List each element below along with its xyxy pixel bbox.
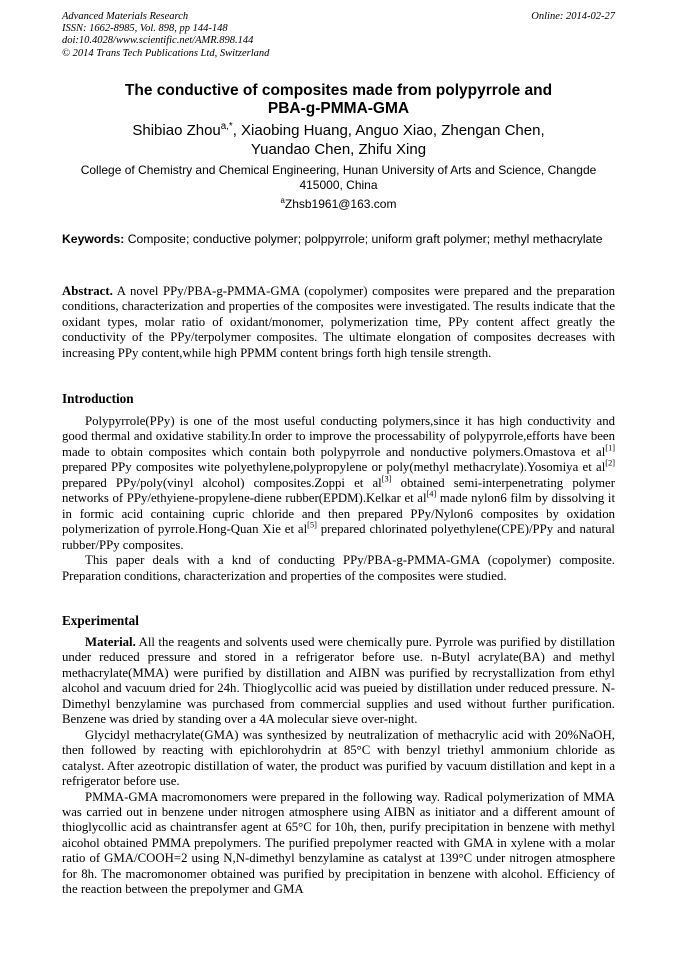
journal-doi: doi:10.4028/www.scientific.net/AMR.898.144 bbox=[62, 35, 254, 47]
material-label: Material. bbox=[85, 635, 136, 649]
author-list bbox=[62, 121, 615, 159]
intro-text-a: Polypyrrole(PPy) is one of the most useful conducting polymers,since it has high conductivity and good thermal and oxidative stability.In order to improve the processability of polypyrrole,efforts have been made to obtain composites which contain both polypyrrole and nonductive polymers.Omastova et al bbox=[62, 414, 615, 459]
journal-name: Advanced Materials Research bbox=[62, 11, 189, 22]
abstract-paragraph bbox=[62, 284, 615, 361]
ref-3: [3] bbox=[381, 474, 392, 484]
affiliation-line-2: 415000, China bbox=[299, 177, 378, 192]
title-line-2: PBA-g-PMMA-GMA bbox=[267, 100, 410, 117]
intro-text-c: prepared PPy/poly(vinyl alcohol) composites.Zoppi et al bbox=[62, 475, 382, 490]
online-date: Online: 2014-02-27 bbox=[531, 11, 615, 22]
keywords-label: Keywords: bbox=[62, 232, 125, 246]
affiliation bbox=[62, 163, 615, 192]
ref-2: [2] bbox=[605, 459, 615, 469]
introduction-body bbox=[62, 414, 615, 584]
ref-5: [5] bbox=[307, 520, 317, 530]
ref-4: [4] bbox=[426, 490, 437, 499]
intro-text-d: obtained semi-interpenetrating polymer networks of PPy/ethyiene-propylene-diene rubber(EPDM).Kelkar et al bbox=[62, 475, 615, 506]
contact-email bbox=[62, 197, 615, 211]
author-line-1-rest: , Xiaobing Huang, Anguo Xiao, Zhengan Chen, bbox=[232, 122, 545, 139]
ref-1: [1] bbox=[605, 443, 615, 453]
title-line-1: The conductive of composites made from polypyrrole and bbox=[124, 82, 553, 99]
introduction-heading: Introduction bbox=[62, 391, 134, 406]
journal-issn: ISSN: 1662-8985, Vol. 898, pp 144-148 bbox=[62, 23, 228, 35]
journal-header bbox=[62, 11, 269, 60]
material-text: All the reagents and solvents used were chemically pure. Pyrrole was purified by distillation under reduced pressure and stored in a refrigerator before use. n-Butyl acrylate(BA) and methyl methacrylate(MMA) were purified by distillation and AIBN was purified by recrystallization from ethyl alcohol and vacuum dried for 24h. Thioglycollic acid was pueied by distillation under reduced pressure. N-Dimethyl benzylamine was purchased from commercial supplies and used without further purification. Benzene was dried by standing over a 4A molecular sieve over-night. bbox=[62, 635, 615, 727]
email-address: Zhsb1961@163.com bbox=[284, 197, 397, 211]
author-line-1 bbox=[62, 121, 615, 140]
keywords bbox=[62, 232, 615, 246]
keywords-text: Composite; conductive polymer; polppyrrole; uniform graft polymer; methyl methacrylate bbox=[124, 232, 603, 246]
experimental-paragraph-1 bbox=[62, 635, 615, 728]
intro-text-e: made nylon6 film by dissolving it in formic acid containing cupric chloride and then prepared PPy/Nylon6 composites by oxidation polymerization of pyrrole.Hong-Quan Xie et al bbox=[62, 491, 616, 537]
author-line-2: Yuandao Chen, Zhifu Xing bbox=[250, 141, 427, 158]
introduction-paragraph-1 bbox=[62, 414, 615, 553]
experimental-body bbox=[62, 635, 615, 898]
experimental-paragraph-2: Glycidyl methacrylate(GMA) was synthesized by neutralization of methacrylic acid with 20%NaOH, then followed by reacting with epichlorohydrin at 85°C with benzyl triethyl ammonium chloride as catalyst. After azeotropic distillation of water, the product was purified by vacuum distillation and kept in a refrigerator before use. bbox=[62, 727, 615, 789]
email-affil-mark: a bbox=[280, 196, 285, 205]
affiliation-line-1: College of Chemistry and Chemical Engineering, Hunan University of Arts and Science, Changde bbox=[80, 163, 597, 177]
abstract bbox=[62, 284, 615, 361]
abstract-text: A novel PPy/PBA-g-PMMA-GMA (copolymer) composites were prepared and the preparation conditions, characterization and properties of the composites were investigated. The results indicate that the oxidant types, molar ratio of oxidant/monomer, polymerization time, PPy content affect greatly the conductivity of the PPy/terpolymer composites. The ultimate elongation of composites decreases with increasing PPy content,while high PPMM content brings forth high tensile strength. bbox=[62, 284, 615, 360]
intro-text-b: prepared PPy composites wite polyethylene,polypropylene or poly(methyl methacrylate).Yosomiya et al bbox=[62, 460, 606, 475]
author-first: Shibiao Zhou bbox=[132, 122, 221, 139]
intro-text-f: prepared chlorinated polyethylene(CPE)/PPy and natural rubber/PPy composites. bbox=[62, 522, 615, 552]
experimental-heading: Experimental bbox=[62, 613, 139, 628]
introduction-paragraph-2: This paper deals with a knd of conducting PPy/PBA-g-PMMA-GMA (copolymer) composite. Preparation conditions, characterization and properties of the composites were studied. bbox=[62, 553, 615, 583]
experimental-paragraph-3: PMMA-GMA macromonomers were prepared in the following way. Radical polymerization of MMA was carried out in benzene under nitrogen atmosphere using AIBN as initiator and a different amount of thioglycollic acid as chaintransfer agent at 65°C for 10h, then, purify precipitation in benzene with methyl aicohol obtained PMMA prepolymers. The purified prepolymer reacted with GMA in xylene with a molar ratio of GMA/COOH=2 using N,N-dimethyl benzylamine as catalyst at 139°C under nitrogen atmosphere for 8h. The macromonomer obtained was purified by precipitation in benzene with alcohol. Efficiency of the reaction between the prepolymer and GMA bbox=[62, 789, 615, 897]
journal-copyright: © 2014 Trans Tech Publications Ltd, Switzerland bbox=[62, 47, 270, 59]
author-first-affil-mark: a,* bbox=[220, 121, 233, 132]
paper-title bbox=[62, 82, 615, 118]
abstract-label: Abstract. bbox=[62, 284, 113, 298]
